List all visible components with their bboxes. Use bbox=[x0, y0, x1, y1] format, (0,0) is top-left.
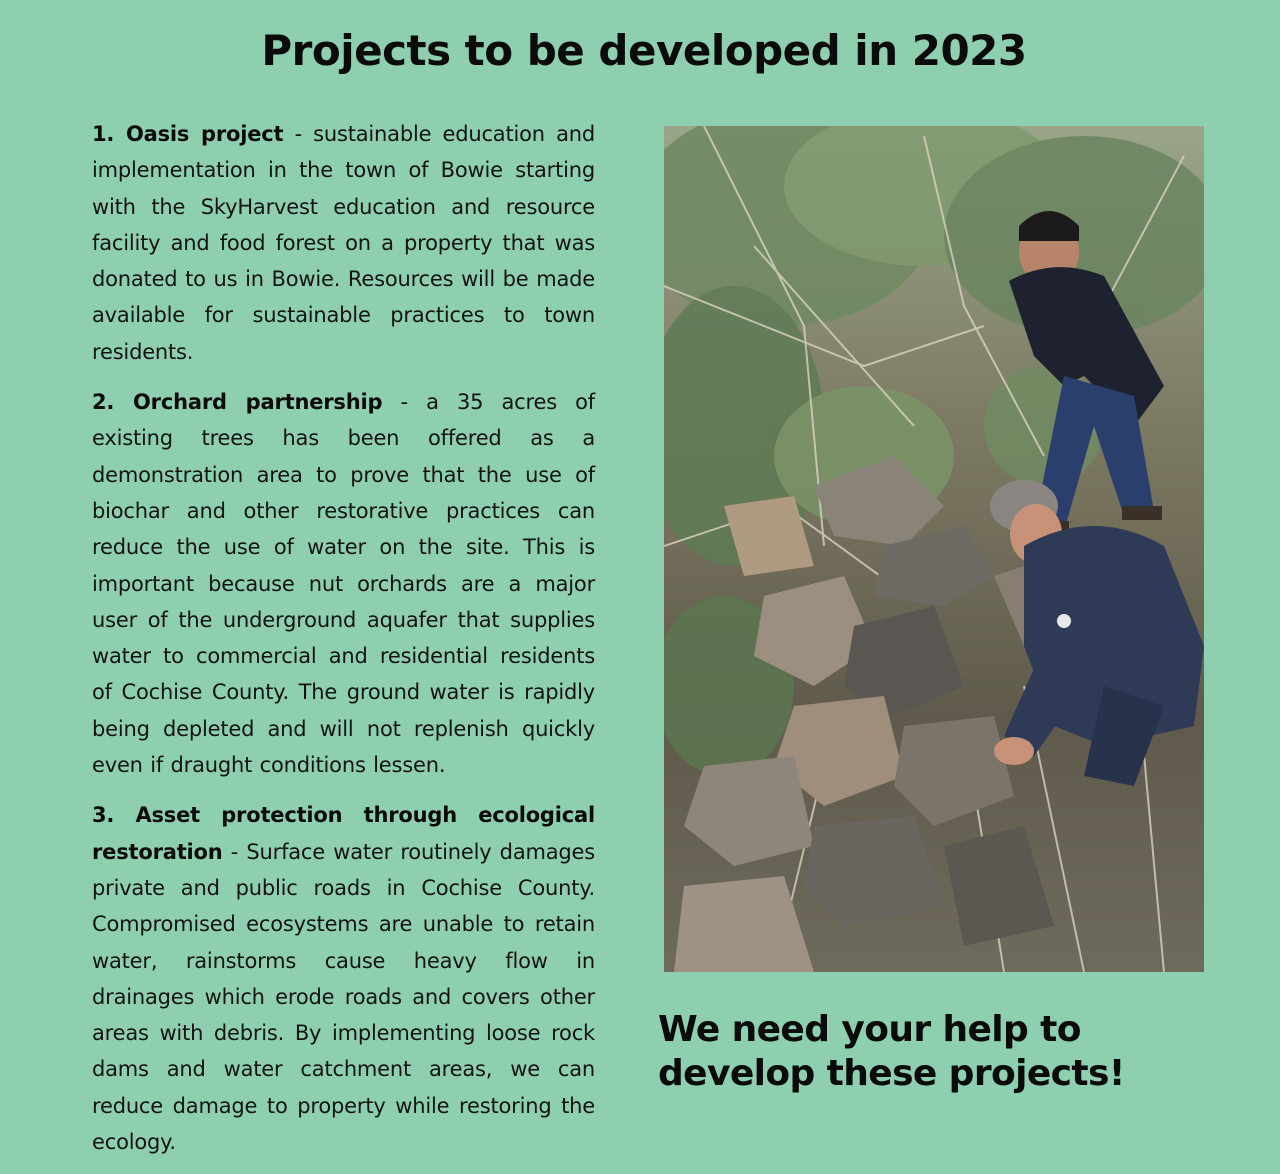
project-heading: 1. Oasis project bbox=[92, 122, 284, 146]
photo-illustration bbox=[664, 126, 1204, 972]
call-to-action: We need your help to develop these projects! bbox=[658, 1009, 1125, 1094]
project-description: - a 35 acres of existing trees has been offered as a demonstration area to prove that the use of biochar and other restorative practices can reduce the use of water on the site. This is important because nut orchards are a major user of the underground aquafer that supplies water to commercial and residential residents of Cochise County. The ground water is rapidly being depleted and will not replenish quickly even if draught conditions lessen. bbox=[92, 390, 595, 778]
projects-list bbox=[92, 116, 595, 1174]
project-item-asset-protection bbox=[92, 797, 595, 1160]
project-item-orchard bbox=[92, 384, 595, 783]
project-description: - Surface water routinely damages private and public roads in Cochise County. Compromised ecosystems are unable to retain water, rainstorms cause heavy flow in drainages which erode roads and covers other areas with debris. By implementing loose rock dams and water catchment areas, we can reduce damage to property while restoring the ecology. bbox=[92, 839, 595, 1155]
page-title: Projects to be developed in 2023 bbox=[261, 26, 1027, 75]
project-item-oasis bbox=[92, 116, 595, 370]
project-photo bbox=[664, 126, 1204, 972]
project-heading: 3. Asset protection through ecological restoration bbox=[92, 803, 595, 864]
project-description: - sustainable education and implementation in the town of Bowie starting with the SkyHarvest education and resource facility and food forest on a property that was donated to us in Bowie. Resources will be made available for sustainable practices to town residents. bbox=[92, 122, 595, 364]
project-heading: 2. Orchard partnership bbox=[92, 390, 383, 415]
